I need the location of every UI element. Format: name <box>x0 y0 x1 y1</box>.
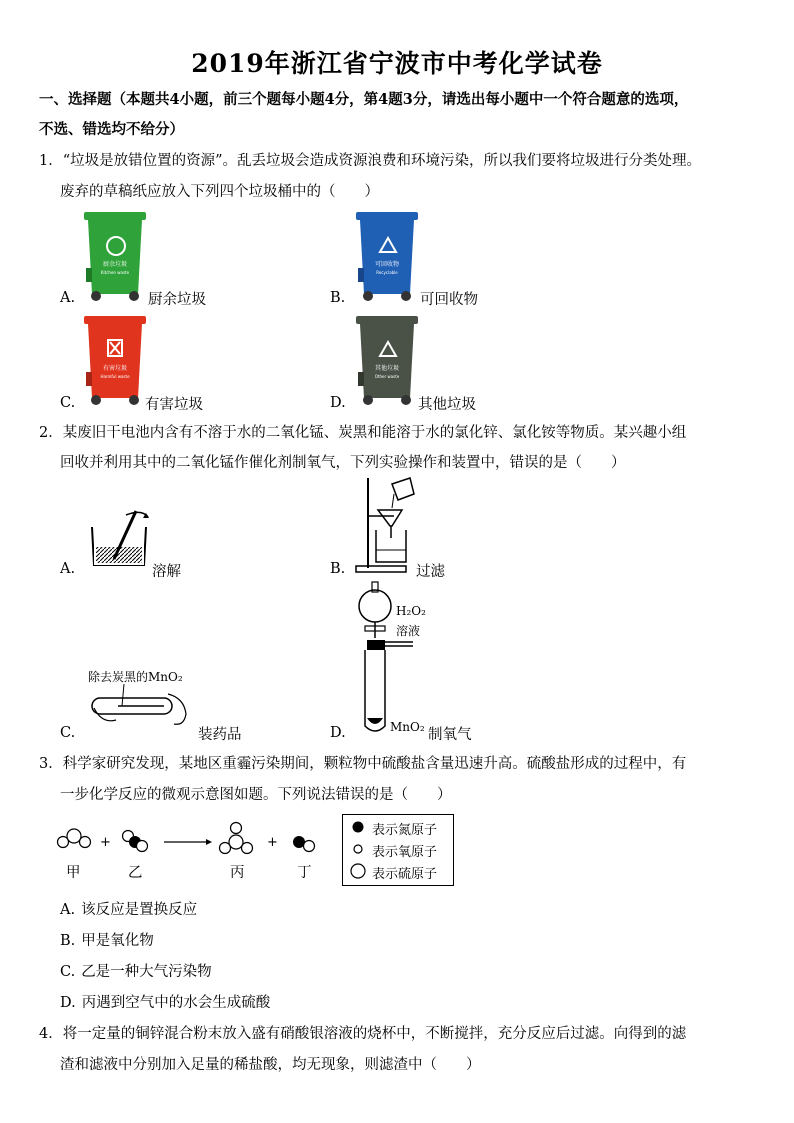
oxygen-atom-icon <box>80 837 91 848</box>
q3-option-b-letter: B. <box>60 933 76 949</box>
plus-sign-1: + <box>100 835 111 850</box>
q3-option-a-letter: A. <box>60 902 76 918</box>
page-title: 2019年浙江省宁波市中考化学试卷 <box>191 49 603 78</box>
q3-option-a[interactable] <box>60 898 197 919</box>
q2-d-h2o2-label: H₂O₂ <box>396 604 426 618</box>
filtration-apparatus-icon <box>354 476 424 576</box>
legend-nitrogen: 表示氮原子 <box>372 823 438 838</box>
q1-option-c-letter[interactable]: C. <box>60 395 76 411</box>
bin-b-sub: Recyclable <box>376 270 398 275</box>
q1-option-d-letter[interactable]: D. <box>330 395 346 411</box>
q1-stem-line1: 1．“垃圾是放错位置的资源”。乱丢垃圾会造成资源浪费和环境污染，所以我们要将垃圾进行分类处理。 <box>39 153 702 169</box>
q3-option-c-text: 乙是一种大气污染物 <box>81 964 212 980</box>
q3-option-d-text: 丙遇到空气中的水会生成硫酸 <box>81 995 271 1011</box>
q2-option-c-letter[interactable]: C. <box>60 725 76 741</box>
q2-d-mno2-label: MnO₂ <box>390 720 425 734</box>
bin-d-text: 其他垃圾 <box>374 365 400 372</box>
q2-option-a-letter[interactable]: A. <box>60 561 76 577</box>
bin-c-sub: Harmful waste <box>100 374 130 379</box>
q1-option-a-label: 厨余垃圾 <box>148 292 206 308</box>
q2-option-a-label: 溶解 <box>152 564 181 580</box>
legend-symbols <box>350 820 370 882</box>
legend-oxygen: 表示氧原子 <box>372 845 438 860</box>
q1-option-b-label: 可回收物 <box>420 292 478 308</box>
sulfur-atom-icon <box>67 829 81 843</box>
q3-label-bing: 丙 <box>230 865 245 881</box>
q3-stem-line2: 一步化学反应的微观示意图如题。下列说法错误的是（ ） <box>60 787 452 803</box>
q2-d-solution-label: 溶液 <box>396 624 421 638</box>
dissolving-beaker-icon <box>88 505 158 570</box>
kitchen-waste-bin-icon <box>82 208 152 302</box>
harmful-waste-bin-icon <box>82 312 152 406</box>
q2-option-b-letter[interactable]: B. <box>330 561 346 577</box>
plus-sign-2: + <box>267 835 278 850</box>
oxygen-atom-icon <box>220 843 231 854</box>
bin-c-text: 有害垃圾 <box>102 365 128 372</box>
oxygen-atom-icon <box>354 845 362 853</box>
q2-c-caption: 除去炭黑的MnO₂ <box>88 670 183 684</box>
q2-option-c-label: 装药品 <box>198 727 242 743</box>
q2-option-d-letter[interactable]: D. <box>330 725 346 741</box>
bin-a-text: 厨余垃圾 <box>102 261 128 268</box>
q3-option-c[interactable] <box>60 960 212 981</box>
q1-option-d-label: 其他垃圾 <box>418 397 476 413</box>
sulfur-atom-icon <box>351 864 365 878</box>
oxygen-atom-icon <box>231 823 242 834</box>
q3-option-a-text: 该反应是置换反应 <box>81 902 198 918</box>
q1-option-a-letter[interactable]: A. <box>60 290 76 306</box>
test-tube-loading-icon <box>88 684 198 732</box>
oxygen-atom-icon <box>304 841 315 852</box>
q3-stem-line1: 3．科学家研究发现，某地区重霾污染期间，颗粒物中硫酸盐含量迅速升高。硫酸盐形成的过程中，有 <box>39 756 687 772</box>
recyclable-bin-icon <box>354 208 424 302</box>
bin-a-sub: Kitchen waste <box>100 270 130 275</box>
sulfur-atom-icon <box>229 835 243 849</box>
q2-stem-line1: 2．某废旧干电池内含有不溶于水的二氧化锰、炭黑和能溶于水的氯化锌、氯化铵等物质。某兴趣小组 <box>39 425 687 441</box>
section-header-line1: 一、选择题（本题共4小题，前三个题每小题4分，第4题3分，请选出每小题中一个符合题意的选项， <box>39 91 689 108</box>
q2-stem-line2: 回收并利用其中的二氧化锰作催化剂制氧气，下列实验操作和装置中，错误的是（ ） <box>60 455 626 471</box>
q3-option-c-letter: C. <box>60 964 76 980</box>
q1-option-c-label: 有害垃圾 <box>145 397 203 413</box>
q3-label-yi: 乙 <box>128 865 143 881</box>
q3-option-b[interactable] <box>60 929 154 950</box>
q3-label-jia: 甲 <box>66 865 81 881</box>
q3-option-d-letter: D. <box>60 995 76 1011</box>
bin-d-sub: Other waste <box>374 374 400 379</box>
q2-option-d-label: 制氧气 <box>428 727 472 743</box>
oxygen-atom-icon <box>242 843 253 854</box>
q1-option-b-letter[interactable]: B. <box>330 290 346 306</box>
reaction-diagram <box>56 820 346 860</box>
nitrogen-atom-icon <box>353 822 364 833</box>
oxygen-atom-icon <box>137 841 148 852</box>
q4-stem-line1: 4．将一定量的铜锌混合粉末放入盛有硝酸银溶液的烧杯中，不断搅拌，充分反应后过滤。向得到的滤 <box>39 1026 687 1042</box>
section-header-line2: 不选、错选均不给分） <box>39 121 184 138</box>
q4-stem-line2: 渣和滤液中分别加入足量的稀盐酸，均无现象，则滤渣中（ ） <box>60 1057 481 1073</box>
q3-label-ding: 丁 <box>297 865 312 881</box>
other-waste-bin-icon <box>354 312 424 406</box>
q3-option-d[interactable] <box>60 991 270 1012</box>
q2-option-b-label: 过滤 <box>416 564 445 580</box>
legend-sulfur: 表示硫原子 <box>372 867 438 882</box>
bin-b-text: 可回收物 <box>374 261 400 268</box>
q1-stem-line2: 废弃的草稿纸应放入下列四个垃圾桶中的（ ） <box>60 184 379 200</box>
q3-option-b-text: 甲是氧化物 <box>81 933 154 949</box>
